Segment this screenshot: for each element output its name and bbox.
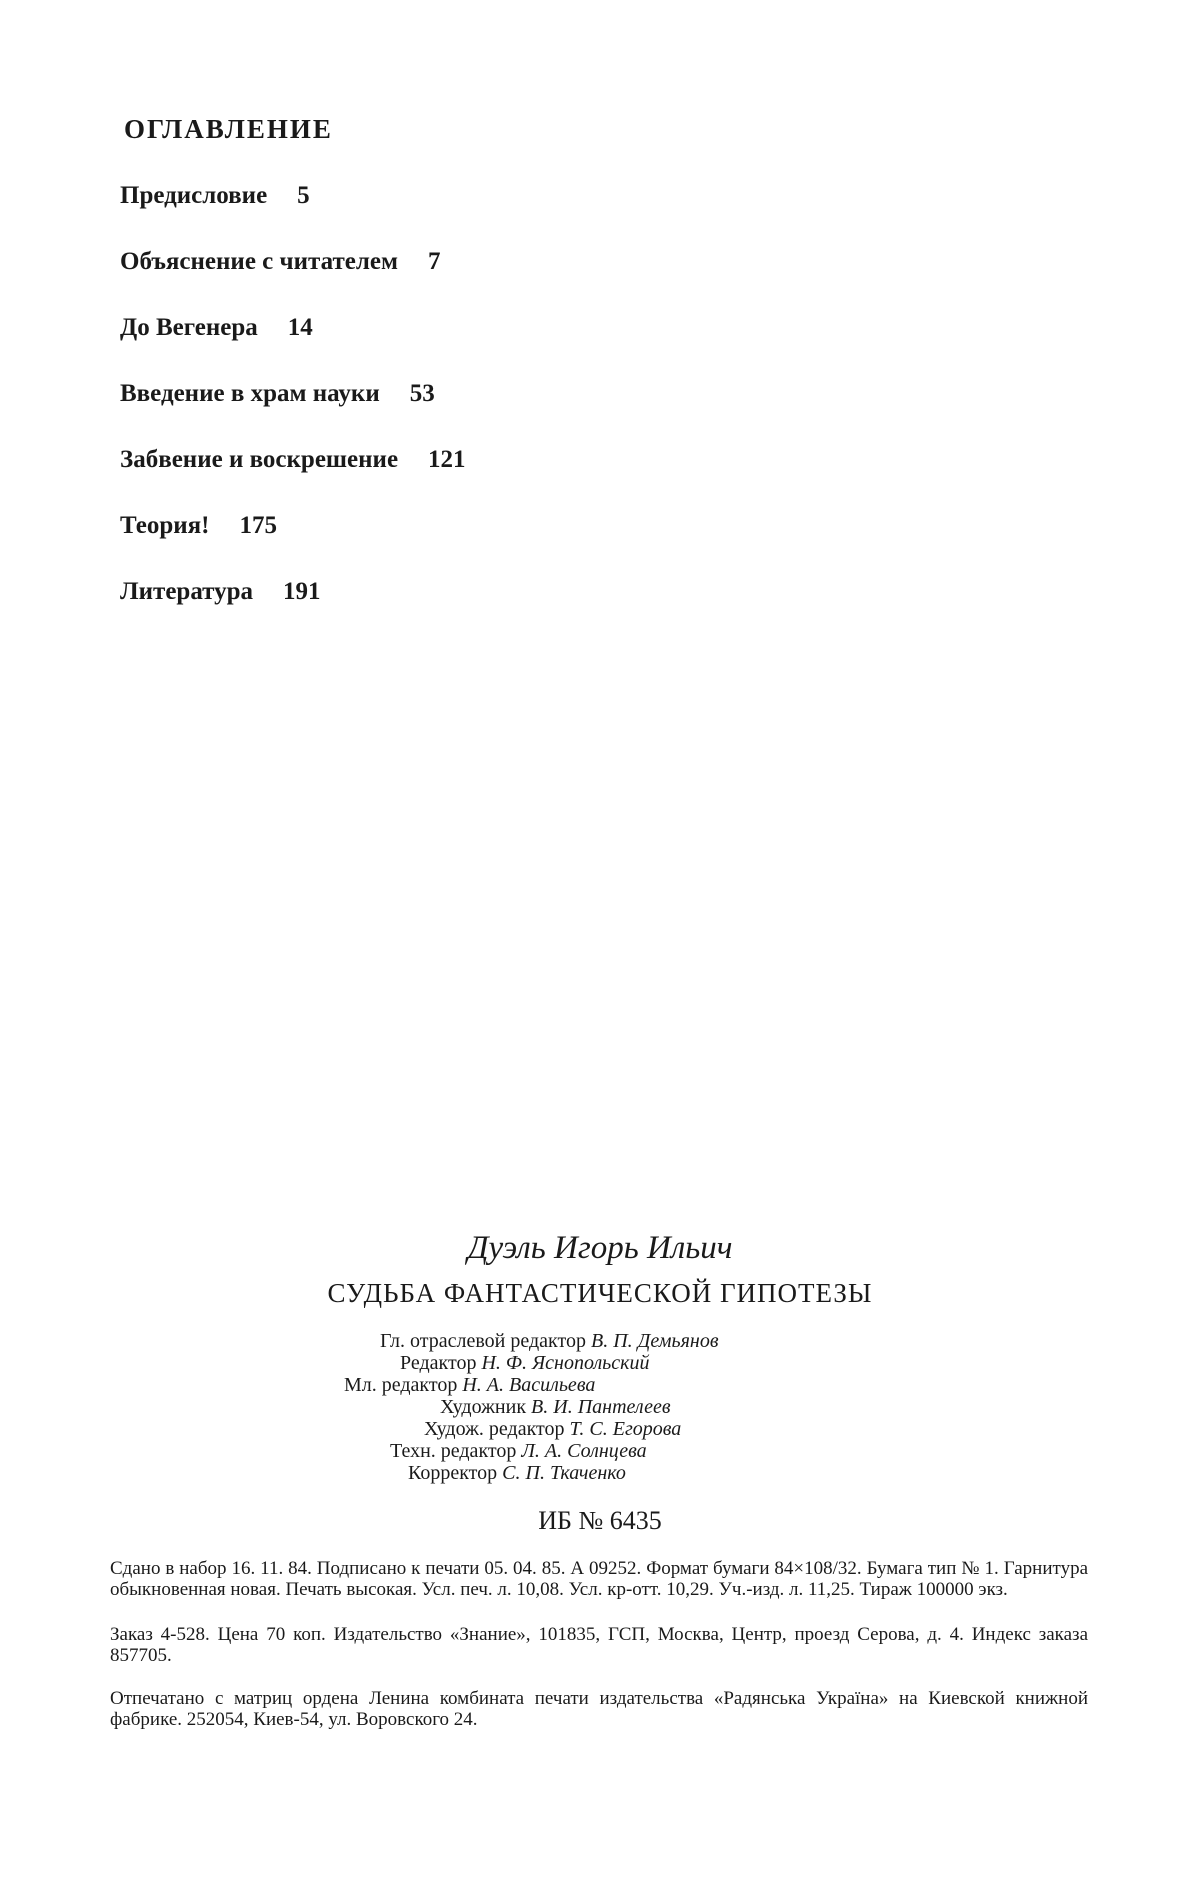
credit-name: В. И. Пантелеев (531, 1396, 671, 1418)
credit-role: Художник (440, 1396, 527, 1418)
toc-entry-page: 175 (239, 512, 277, 539)
toc-entry-label: Теория! (120, 512, 210, 539)
toc-entry-label: Предисловие (120, 182, 268, 209)
credit-line (408, 1462, 1200, 1484)
author-name-text: Дуэль Игорь Ильич (467, 1230, 733, 1266)
toc-entry-page: 121 (428, 446, 466, 473)
toc-entry-page: 191 (283, 578, 321, 605)
credit-role: Худож. редактор (424, 1418, 565, 1440)
toc-entry-label: До Вегенера (120, 314, 258, 341)
ib-number: ИБ № 6435 (538, 1506, 662, 1535)
credit-name: В. П. Демьянов (590, 1330, 719, 1352)
credit-line (400, 1352, 1200, 1374)
credit-line (440, 1396, 1200, 1418)
imprint-printing-details: Сдано в набор 16. 11. 84. Подписано к печати 05. 04. 85. А 09252. Формат бумаги 84×108/32. Бумага тип № 1. Гарнитура обыкновенная новая. Печать высокая. Усл. печ. л. 10,08. Усл. кр-отт. 10,29. Уч.-изд. л. 11,25. Тираж 100000 экз. (110, 1558, 1088, 1600)
book-title: СУДЬБА ФАНТАСТИЧЕСКОЙ ГИПОТЕЗЫ (327, 1278, 873, 1308)
toc-entry-label: Литература (120, 578, 254, 605)
toc-entry (120, 574, 466, 640)
credit-name: Т. С. Егорова (569, 1418, 682, 1440)
toc-entry-page: 5 (297, 182, 310, 209)
toc-entry-page: 14 (287, 314, 313, 341)
credit-role: Техн. редактор (390, 1440, 517, 1462)
imprint-printer-details: Отпечатано с матриц ордена Ленина комбината печати издательства «Радянська Україна» на Киевской книжной фабрике. 252054, Киев-54, ул. Воровского 24. (110, 1688, 1088, 1730)
toc-entry (120, 310, 466, 376)
credit-name: С. П. Ткаченко (502, 1462, 626, 1484)
credit-role: Мл. редактор (344, 1374, 458, 1396)
credits-list (0, 1330, 1200, 1484)
toc-entry-label: Объяснение с читателем (120, 248, 398, 275)
credit-line (380, 1330, 1200, 1352)
toc-entry-page: 53 (409, 380, 435, 407)
credit-role: Гл. отраслевой редактор (380, 1330, 586, 1352)
toc-entry-page: 7 (428, 248, 441, 275)
toc-entry-label: Забвение и воскрешение (120, 446, 399, 473)
credit-name: Н. А. Васильева (462, 1374, 596, 1396)
toc-entry (120, 442, 466, 508)
toc-title: ОГЛАВЛЕНИЕ (124, 114, 333, 144)
credit-name: Л. А. Солнцева (521, 1440, 647, 1462)
toc-list (120, 178, 466, 640)
toc-entry (120, 244, 466, 310)
toc-entry-label: Введение в храм науки (120, 380, 380, 407)
imprint-publisher-details: Заказ 4-528. Цена 70 коп. Издательство «Знание», 101835, ГСП, Москва, Центр, проезд Серова, д. 4. Индекс заказа 857705. (110, 1624, 1088, 1666)
toc-entry (120, 178, 466, 244)
author-name (0, 1230, 1200, 1267)
credit-role: Корректор (408, 1462, 498, 1484)
credit-name: Н. Ф. Яснопольский (481, 1352, 650, 1374)
toc-entry (120, 376, 466, 442)
toc-entry (120, 508, 466, 574)
credit-line (344, 1374, 1200, 1396)
credit-line (424, 1418, 1200, 1440)
credit-role: Редактор (400, 1352, 477, 1374)
credit-line (390, 1440, 1200, 1462)
